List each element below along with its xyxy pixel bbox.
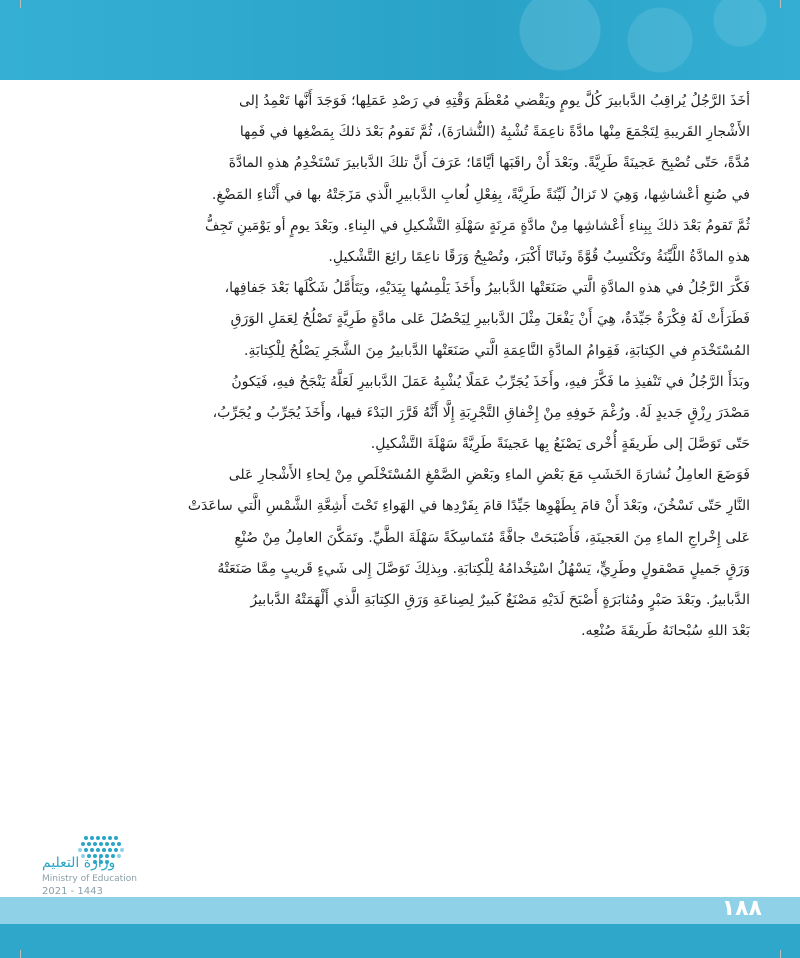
main-text [60,86,750,647]
crop-mark-top-left [20,0,21,8]
paragraph [60,367,750,461]
text-line: المُسْتَخْدَمِ في الكِتابَةِ، فَقِوامُ المادَّةِ النَّاعِمَةِ الَّتي صَنَعَتْها الدَّبابيرُ مِنَ الشَّجَرِ يَصْلُحُ لِلْكِتابَةِ. [244,342,750,359]
text-line: أخَذَ الرَّجُلُ يُراقِبُ الدَّبابيرَ كُلَّ يومٍ ويَقْضي مُعْظَمَ وَقْتِهِ في رَصْدِ عَمَلِها؛ فَوَجَدَ أَنَّها تَعْمِدُ إلى [238,93,750,109]
text-line: فَطَرَأَتْ لَهُ فِكْرَةٌ جَيِّدَةٌ، هِيَ أَنْ يَفْعَلَ مِثْلَ الدَّبابيرِ لِيَحْصُلَ عَلى مادَّةٍ طَرِيَّةٍ تَصْلُحُ لِعَمَلِ الوَرَقِ [230,311,750,328]
footer-band-dark [0,924,800,958]
text-line: في صُنعِ أعْشاشِها، وَهِيَ لا تَزالُ لَيِّنَةً طَرِيَّةً، بِفِعْلِ لُعابِ الدَّبابيرِ الَّذي مَزَجَتْهُ بها في أَثْناءِ المَضْغِ. [211,186,750,203]
ministry-name-arabic: وزارة التعليم [42,855,116,871]
text-line: عَلى إِخْراجِ الماءِ مِنَ العَجينَةِ، فَأَصْبَحَتْ جافَّةً مُتَماسِكَةً سَهْلَةَ الطَّيِّ. وتَمَكَّنَ العامِلُ مِنْ صُنْعِ [234,529,750,546]
text-line: وبَدَأَ الرَّجُلُ في تَنْفيذِ ما فَكَّرَ فيهِ، وأَخَذَ يُجَرِّبُ عَمَلًا يُشْبِهُ عَمَلَ الدَّبابيرِ لَعَلَّهُ يَنْجَحُ فيهِ، فَيَكونُ [231,373,750,390]
page-number: ١٨٨ [721,896,762,921]
edition-year: 2021 - 1443 [42,886,103,897]
paragraph [60,273,750,367]
text-line: فَوَضَعَ العامِلُ نُشارَةَ الخَشَبِ مَعَ بَعْضِ الماءِ وبَعْضِ الصَّمْغِ المُسْتَخْلَصِ مِنْ لِحاءِ الأَشْجارِ عَلى [228,467,750,484]
ministry-name-english: Ministry of Education [42,874,137,884]
text-line: الدَّبابيرُ. وبَعْدَ صَبْرٍ ومُثابَرَةٍ أَصْبَحَ لَدَيْهِ مَصْنَعٌ كَبيرٌ لِصِناعَةِ وَرَقِ الكِتابَةِ الَّذي أَلْهَمَتْهُ الدَّبابيرُ [250,592,750,608]
text-line: بَعْدَ اللهِ سُبْحانَهُ طَريقَةَ صُنْعِه. [581,623,750,640]
text-line: فَكَّرَ الرَّجُلُ في هذهِ المادَّةِ الَّتي صَنَعَتْها الدَّبابيرُ وأَخَذَ يَلْمِسُها بِيَدَيْهِ، ويَتَأَمَّلُ شَكْلَها بَعْدَ جَفافِها، [224,280,750,297]
text-line: حَتّى تَوَصَّلَ إلى طَريقَةٍ أُخْرى يَصْنَعُ بِها عَجينَةً طَرِيَّةً سَهْلَةَ التَّشْكيلِ. [370,436,750,453]
crop-mark-top-right [780,0,781,8]
text-line: هذهِ المادَّةُ اللَّيِّنَةُ وتَكْتَسِبُ قُوَّةً وثَباتًا أَكْبَرَ، وتُصْبِحُ وَرَقًا ناعِمًا رائِعَ التَّشْكيلِ. [328,248,750,265]
text-line: النَّارِ حَتّى تَسْخُنَ، وبَعْدَ أَنْ قامَ بِطَهْوِها جَيِّدًا قامَ بِفَرْدِها في الهَواءِ تَحْتَ أَشِعَّةِ الشَّمْسِ الَّتي ساعَدَتْ [187,498,750,515]
text-line: ثُمَّ تَقومُ بَعْدَ ذلكَ بِبِناءِ أَعْشاشِها مِنْ مادَّةٍ مَرِنَةٍ سَهْلَةِ التَّشْكيلِ في البِناءِ. وبَعْدَ يومٍ أو يَوْمَينِ تَجِفُّ [205,217,750,234]
header-decorative-band [0,0,800,80]
paragraph [60,460,750,647]
text-line: مَصْدَرَ رِزْقٍ جَديدٍ لَهُ. ورُغْمَ خَوفِهِ مِنْ إِخْفاقِ التَّجْرِبَةِ إِلَّا أَنَّهُ قَرَّرَ البَدْءَ فيها، وأَخَذَ يُجَرِّبُ و يُجَرِّبُ، [212,404,750,421]
crop-mark-bottom-right [780,950,781,958]
text-line: مُدَّةً، حَتّى تُصْبِحَ عَجينَةً طَرِيَّةً. وبَعْدَ أَنْ راقَبَها أيَّامًا؛ عَرَفَ أَنَّ تلكَ الدَّبابيرَ تَسْتَخْدِمُ هذهِ المادَّةَ [228,155,750,172]
paragraph [60,86,750,273]
text-line: الأَشْجارِ القَريبةِ لِتَجْمَعَ مِنْها مادَّةً ناعِمَةً تُشْبِهُ (النُّشارَةَ)، ثُمَّ تَقومُ بَعْدَ ذلكَ بِمَضْغِها في فَمِها [239,124,750,141]
crop-mark-bottom-left [20,950,21,958]
text-line: وَرَقٍ جَميلٍ مَصْقولٍ وطَرِيٍّ، يَسْهُلُ اسْتِخْدامُهُ لِلْكِتابَةِ. وبِذلِكَ تَوَصَّلَ إِلى شَيءٍ قَريبٍ مِمَّا صَنَعَتْهُ [217,560,750,577]
